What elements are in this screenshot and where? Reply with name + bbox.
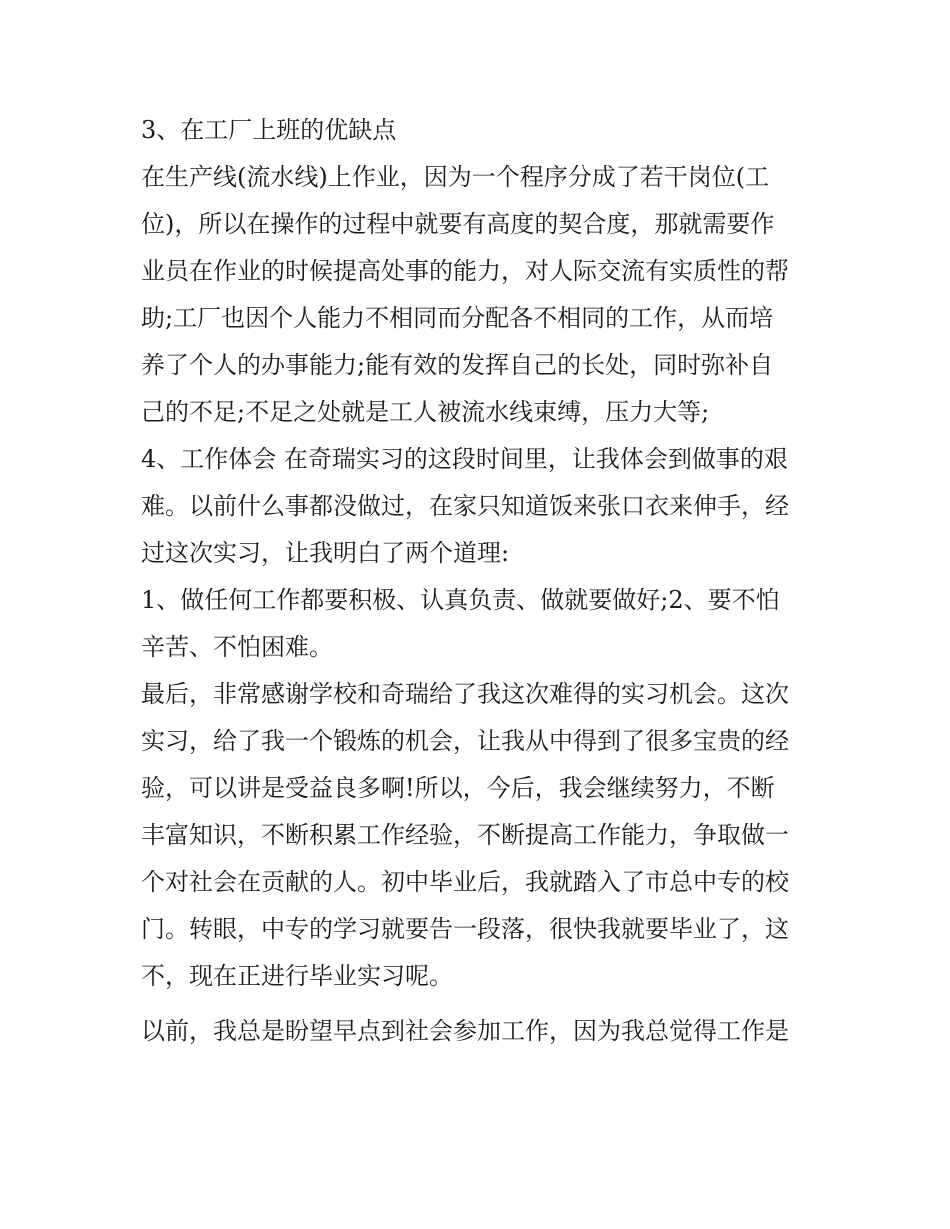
document-body xyxy=(141,107,821,1055)
paragraph-line: 门。转眼，中专的学习就要告一段落，很快我就要毕业了，这 xyxy=(141,915,789,943)
paragraph-line: 在生产线(流水线)上作业，因为一个程序分成了若干岗位(工 xyxy=(141,163,770,191)
paragraph-line: 位)，所以在操作的过程中就要有高度的契合度，那就需要作 xyxy=(141,210,775,238)
paragraph-line: 业员在作业的时候提高处事的能力，对人际交流有实质性的帮 xyxy=(141,257,789,285)
paragraph-line: 不，现在正进行毕业实习呢。 xyxy=(141,962,453,990)
paragraph-line: 助;工厂也因个人能力不相同而分配各不相同的工作，从而培 xyxy=(141,304,774,332)
paragraph-line: 养了个人的办事能力;能有效的发挥自己的长处，同时弥补自 xyxy=(141,351,774,379)
paragraph-line: 实习，给了我一个锻炼的机会，让我从中得到了很多宝贵的经 xyxy=(141,727,789,755)
paragraph-line: 丰富知识，不断积累工作经验，不断提高工作能力，争取做一 xyxy=(141,821,789,849)
paragraph-line: 1、做任何工作都要积极、认真负责、做就要做好;2、要不怕 xyxy=(141,586,780,614)
paragraph-line: 辛苦、不怕困难。 xyxy=(141,633,333,661)
paragraph-line: 个对社会在贡献的人。初中毕业后，我就踏入了市总中专的校 xyxy=(141,868,789,896)
section-heading: 3、在工厂上班的优缺点 xyxy=(141,116,397,144)
paragraph-line: 难。以前什么事都没做过，在家只知道饭来张口衣来伸手，经 xyxy=(141,492,789,520)
paragraph-line: 4、工作体会 在奇瑞实习的这段时间里，让我体会到做事的艰 xyxy=(141,445,788,473)
paragraph-line: 验，可以讲是受益良多啊!所以，今后，我会继续努力，不断 xyxy=(141,774,775,802)
paragraph-line: 以前，我总是盼望早点到社会参加工作，因为我总觉得工作是 xyxy=(141,1017,789,1045)
paragraph-line: 最后，非常感谢学校和奇瑞给了我这次难得的实习机会。这次 xyxy=(141,680,789,708)
paragraph-line: 过这次实习，让我明白了两个道理: xyxy=(141,539,510,567)
paragraph-line: 己的不足;不足之处就是工人被流水线束缚，压力大等; xyxy=(141,398,710,426)
